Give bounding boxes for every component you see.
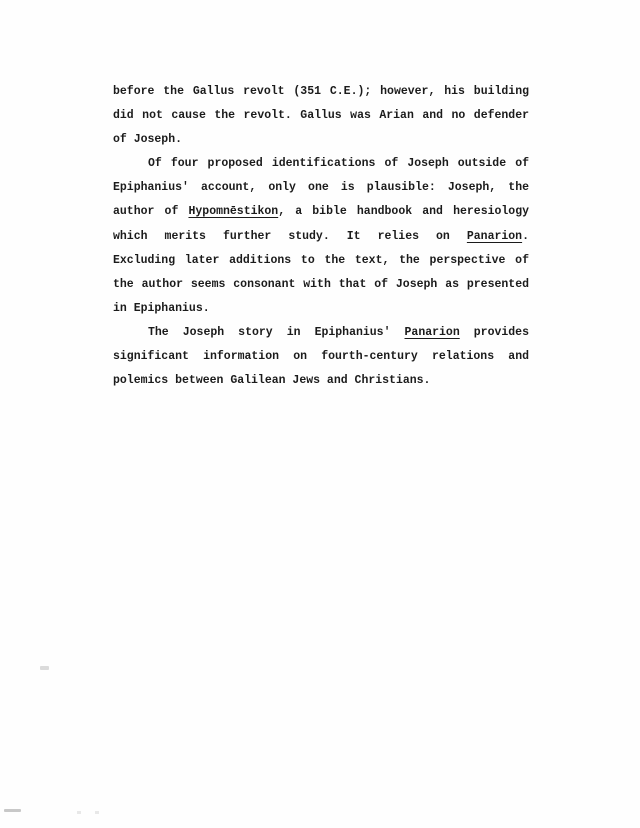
body-text	[113, 80, 529, 393]
text-segment: did not cause the revolt. Gallus was Arian and no defender	[113, 109, 529, 123]
text-segment: before the Gallus revolt (351 C.E.); however, his building	[113, 85, 529, 98]
scan-artifact-edge-mark	[4, 809, 21, 812]
text-segment: which merits further study. It relies on	[113, 229, 467, 243]
text-segment: , a bible handbook and heresiology	[278, 205, 530, 219]
text-segment: Of four proposed identifications of Joseph outside of	[148, 157, 529, 171]
text-line	[113, 369, 529, 393]
underlined-work-title: Panarion	[466, 229, 523, 243]
scan-artifact-dot	[77, 811, 81, 814]
text-line	[113, 225, 529, 249]
text-segment: the author seems consonant with that of Joseph as presented	[113, 277, 529, 291]
text-line	[113, 297, 529, 321]
text-segment: Excluding later additions to the text, the perspective of	[113, 253, 529, 267]
text-segment: provides	[459, 325, 529, 339]
text-segment: author of	[113, 205, 189, 219]
text-segment: The Joseph story in Epiphanius'	[148, 325, 405, 339]
text-segment: Epiphanius' account, only one is plausible: Joseph, the	[113, 181, 529, 195]
text-line	[113, 176, 529, 200]
text-segment: polemics between Galilean Jews and Christians.	[113, 374, 431, 388]
text-line	[113, 273, 529, 297]
text-line	[113, 321, 529, 345]
underlined-work-title: Panarion	[404, 325, 460, 339]
text-line	[113, 249, 529, 273]
text-line	[113, 152, 529, 176]
text-line	[113, 104, 529, 128]
text-segment: in Epiphanius.	[113, 301, 210, 315]
text-segment: of Joseph.	[113, 133, 183, 147]
text-segment: significant information on fourth-century relations and	[113, 350, 529, 364]
text-line	[113, 200, 529, 224]
text-line	[113, 80, 529, 104]
scan-artifact-dot	[95, 811, 99, 814]
underlined-work-title: Hypomnēstikon	[188, 205, 279, 219]
scan-artifact-smudge	[40, 666, 49, 670]
text-segment: .	[522, 229, 529, 243]
text-line	[113, 128, 529, 152]
text-line	[113, 345, 529, 369]
